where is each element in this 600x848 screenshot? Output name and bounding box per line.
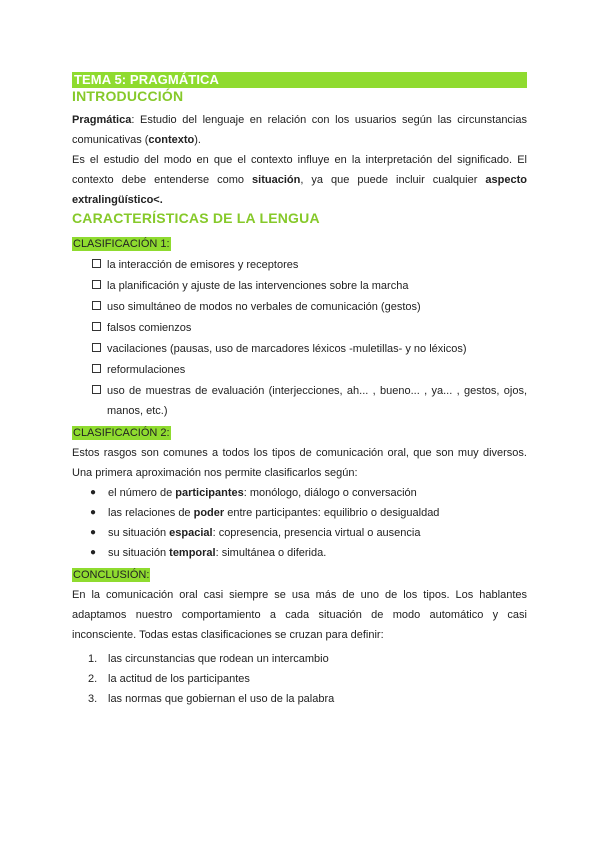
conclusion-label: CONCLUSIÓN: bbox=[73, 569, 150, 581]
checkbox-icon[interactable] bbox=[92, 343, 101, 352]
list-item: la planificación y ajuste de las intervenciones sobre la marcha bbox=[72, 276, 527, 296]
list-item: reformulaciones bbox=[72, 360, 527, 380]
intro-paragraph-1: Pragmática: Estudio del lenguaje en relación con los usuarios según las circunstancias comunicativas (contexto). bbox=[72, 114, 527, 146]
clasificacion-2-text: Estos rasgos son comunes a todos los tipos de comunicación oral, que son muy diversos. Una primera aproximación nos permite clasificarlos según: bbox=[72, 447, 527, 479]
caracteristicas-heading: CARACTERÍSTICAS DE LA LENGUA bbox=[72, 210, 320, 226]
list-item: vacilaciones (pausas, uso de marcadores léxicos -muletillas- y no léxicos) bbox=[72, 339, 527, 359]
list-item: ● el número de participantes: monólogo, diálogo o conversación bbox=[72, 483, 527, 503]
checkbox-icon[interactable] bbox=[92, 280, 101, 289]
list-item: 1. las circunstancias que rodean un intercambio bbox=[88, 653, 329, 665]
list-item: ● las relaciones de poder entre participantes: equilibrio o desigualdad bbox=[72, 503, 527, 523]
checkbox-icon[interactable] bbox=[92, 364, 101, 373]
checkbox-list bbox=[72, 255, 527, 421]
bullet-icon: ● bbox=[90, 547, 97, 558]
checkbox-icon[interactable] bbox=[92, 259, 101, 268]
conclusion-text: En la comunicación oral casi siempre se usa más de uno de los tipos. Los hablantes adaptamos nuestro comportamiento a cada situación de modo automático y casi inconsciente. Todas estas clasificaciones se cruzan para definir: bbox=[72, 589, 527, 641]
bullet-icon: ● bbox=[90, 527, 97, 538]
bullet-icon: ● bbox=[90, 507, 97, 518]
list-item: ● su situación espacial: copresencia, presencia virtual o ausencia bbox=[72, 523, 527, 543]
intro-paragraph-2: Es el estudio del modo en que el contexto influye en la interpretación del significado. El contexto debe entenderse como situación, ya que puede incluir cualquier aspecto extralingüístico<. bbox=[72, 154, 527, 206]
document-title: TEMA 5: PRAGMÁTICA bbox=[72, 72, 527, 88]
checkbox-icon[interactable] bbox=[92, 322, 101, 331]
clasificacion-1-label: CLASIFICACIÓN 1: bbox=[73, 238, 170, 250]
intro-heading: INTRODUCCIÓN bbox=[72, 88, 184, 104]
clasificacion-2-label: CLASIFICACIÓN 2: bbox=[73, 427, 170, 439]
list-item: 2. la actitud de los participantes bbox=[88, 673, 250, 685]
list-item: ● su situación temporal: simultánea o diferida. bbox=[72, 543, 527, 563]
list-item: 3. las normas que gobiernan el uso de la palabra bbox=[88, 693, 335, 705]
list-item: falsos comienzos bbox=[72, 318, 527, 338]
list-item: uso de muestras de evaluación (interjecciones, ah... , bueno... , ya... , gestos, ojos, manos, etc.) bbox=[72, 381, 527, 421]
bullet-icon: ● bbox=[90, 487, 97, 498]
numbered-list bbox=[72, 649, 527, 709]
bullet-list bbox=[72, 483, 527, 563]
list-item: uso simultáneo de modos no verbales de comunicación (gestos) bbox=[72, 297, 527, 317]
list-item: la interacción de emisores y receptores bbox=[72, 255, 527, 275]
document-page bbox=[72, 72, 527, 709]
checkbox-icon[interactable] bbox=[92, 301, 101, 310]
checkbox-icon[interactable] bbox=[92, 385, 101, 394]
